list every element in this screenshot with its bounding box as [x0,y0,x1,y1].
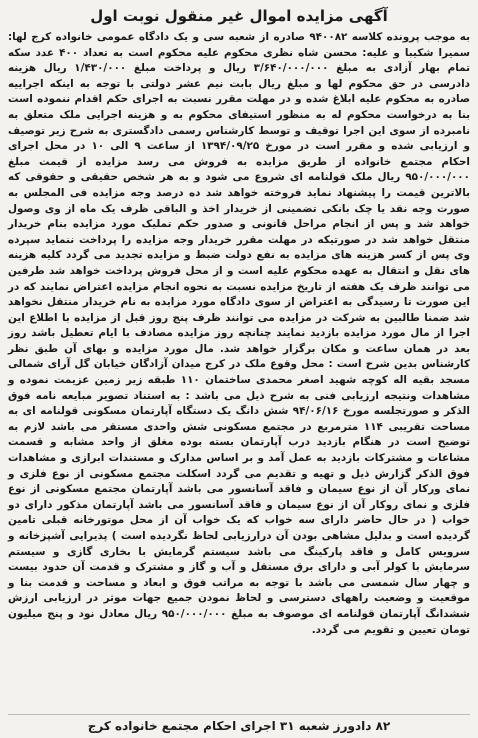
notice-footer: ۸۲ دادورز شعبه ۳۱ اجرای احکام مجتمع خانواده کرج [8,714,470,734]
notice-paragraph: به موجب پرونده کلاسه ۹۴۰۰۸۲ صادره از شعبه سی و یک دادگاه عمومی خانواده کرج لها: سمیرا شکیبا و علیه: محسن شاه نظری محکوم علیه محکوم است به تعداد ۴۰۰ عدد سکه تمام بهار آزادی به مبلغ ۳/۶۴۰/۰۰۰/۰۰۰ ریال و پرداخت مبلغ ۱/۴۳۰/۰۰۰ ریال هزینه دادرسی در حق محکوم لها و مبلغ ریال بابت نیم عشر دولتی با توجه به اینکه اجراییه صادره به محکوم علیه ابلاغ شده و در مهلت مقرر نسبت به اجرای حکم اقدام ننموده است بنا به درخواست محکوم له به منظور استیفای محکوم به و هزینه اجرایی ملک متعلق به نامبرده از سوی این اجرا توقیف و توسط کارشناس رسمی دادگستری به شرح زیر توصیف و ارزیابی شده و مقرر است در مورخ ۱۳۹۴/۰۹/۲۵ از ساعت ۹ الی ۱۰ در محل اجرای احکام مجتمع خانواده از طریق مزایده به فروش می رسد مزایده از قیمت مبلغ ۹۵۰/۰۰۰/۰۰۰ ریال ملک قولنامه ای شروع می شود و به هر شخص حقیقی و حقوقی که بالاترین قیمت را پیشنهاد نماید فروخته خواهد شد ده درصد وجه مزایده فی المجلس به صورت وجه نقد یا چک بانکی تضمینی از خریدار اخذ و الباقی ظرف یک ماه از وی وصول خواهد شد و پس از انجام مراحل قانونی و صدور حکم تملیک مورد مزایده بنام خریدار منتقل خواهد شد در صورتیکه در مهلت مقرر خریدار وجه مزایده را پرداخت ننماید سپرده وی پس از کسر هزینه های مزایده به نفع دولت ضبط و مزایده تجدید می گردد کلیه هزینه های نقل و انتقال به عهده محکوم علیه است و از محل فروش پرداخت خواهد شد طرفین می توانند ظرف یک هفته از تاریخ مزایده نسبت به نحوه انجام مزایده اعتراض نمایند که در این صورت تا رسیدگی به اعتراض از سوی دادگاه مورد مزایده به نام خریدار منتقل نخواهد شد ضمنا طالبین به شرکت در مزایده می توانند ظرف پنج روز قبل از مزایده با اطلاع این اجرا از مال مورد مزایده بازدید نمایند چنانچه روز مزایده مصادف با ایام تعطیل باشد روز بعد در همان ساعت و مکان برگزار خواهد شد. مال مورد مزایده و بهای آن طبق نظر کارشناس بدین شرح است : محل وقوع ملک در کرج میدان آزادگان خیابان گل آرای شمالی مسجد بقیه اله کوچه شهید اصغر محمدی ساختمان ۱۱۰ طبقه زیر زمین عزیمت نموده و مشاهدات ونتیجه ارزیابی فنی به شرح ذیل می باشد : به استناد تصویر مبایعه نامه فوق الذکر و صورتجلسه مورخ ۹۴/۰۶/۱۶ شش دانگ یک دستگاه آپارتمان مسکونی قولنامه ای به مساحت تقریبی ۱۱۴ مترمربع در مجتمع مسکونی شش واحدی مستقر می باشد لازم به توضیح است در هنگام بازدید درب آپارتمان بسته بوده مغلق از واحد مشابه و قسمت مشاعات و مشترکات بازدید به عمل آمد و بر اساس مدارک و مستندات ابرازی و مشاهدات فوق الذکر گزارش ذیل و تهیه و تقدیم می گردد اسکلت مجتمع مسکونی از نوع فلزی و نمای ورکار آن از نوع سیمان و فاقد آسانسور می باشد آپارتمان مجتمع مسکونی از نوع فلزی و نمای روکار آن از نوع سیمان و فاقد آسانسور می باشد آپارتمان مذکور دارای دو خواب ( در حال حاضر دارای سه خواب که یک خواب آن از محل موتورخانه قبلی تامین گردیده است و بدلیل مشاهی بودن آن درارزیابی لحاظ نگردیده است ) پذیرایی آشپزخانه و سرویس کامل و فاقد پارکینگ می باشد سیستم گرمایش با بخاری گازی و سیستم سرمایش با کولر آبی و دارای برق مستقل و آب و گاز و مشترک و قدمت آن حدود بیست و چهار سال شمسی می باشد با توجه به مراتب فوق و ابعاد و مساحت و قدمت بنا و موقعیت و وضعیت راههای دسترسی و لحاظ نمودن جمیع جهات موثر در ارزیابی ارزش ششدانگ آپارتمان قولنامه ای موصوف به مبلغ ۹۵۰/۰۰۰/۰۰۰ ریال معادل نود و پنج میلیون تومان تعیین و تقویم می گردد. [8,31,470,636]
notice-title: آگهی مزایده اموال غیر منقول نوبت اول [90,7,388,25]
notice-body [8,30,470,638]
